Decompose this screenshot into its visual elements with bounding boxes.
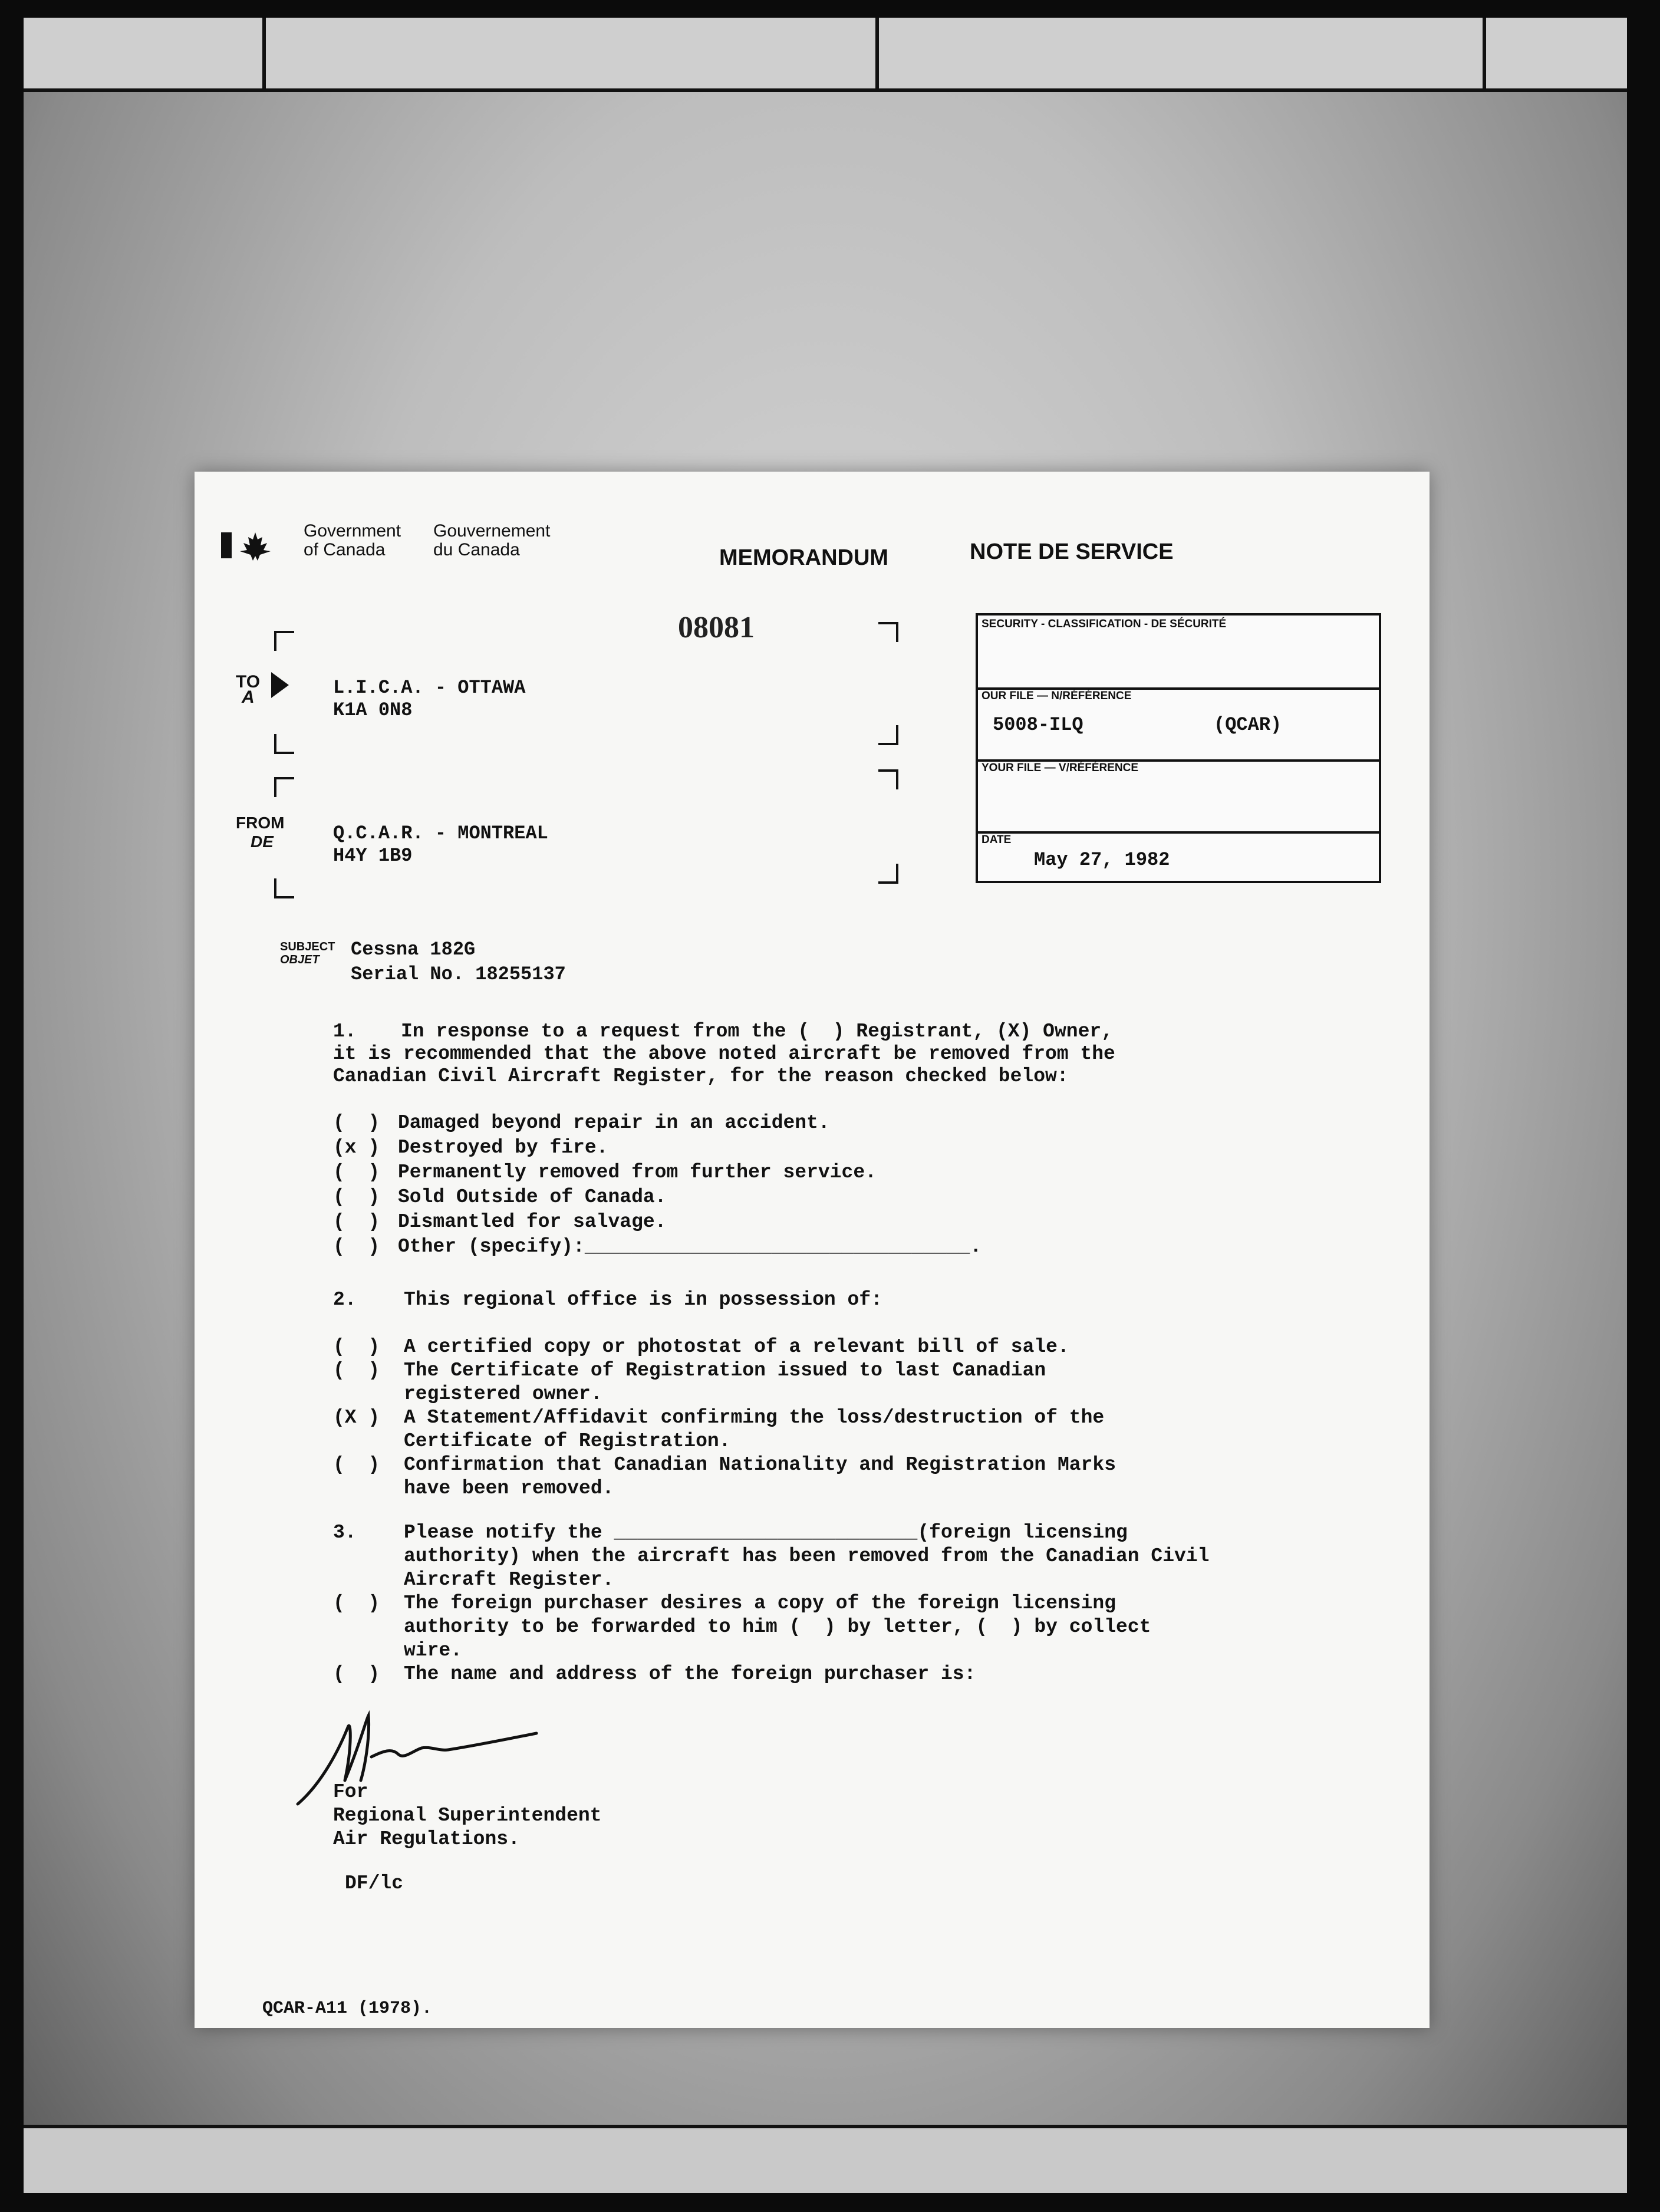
to-label-fr: A (242, 687, 255, 707)
possession-item (333, 1406, 1116, 1453)
stamp-number: 08081 (678, 611, 755, 644)
gov-en (304, 522, 401, 559)
option-checkbox: (x ) (333, 1137, 380, 1158)
option-row (333, 1161, 981, 1186)
bracket-corner (274, 878, 294, 898)
signoff-dept: Air Regulations. (333, 1828, 520, 1850)
scanned-photo (24, 18, 1627, 2193)
from-address-line2: H4Y 1B9 (333, 845, 413, 867)
option-checkbox: ( ) (333, 1186, 380, 1208)
from-address (333, 822, 548, 867)
subject-label-en: SUBJECT (280, 940, 335, 953)
purchaser-item (333, 1592, 1151, 1663)
section3-line2: authority) when the aircraft has been removed from the Canadian Civil (404, 1545, 1210, 1567)
from-label: FROM (236, 814, 285, 832)
note-title: NOTE DE SERVICE (970, 539, 1174, 564)
to-address-line1: L.I.C.A. - OTTAWA (333, 677, 526, 699)
item-checkbox: ( ) (333, 1336, 380, 1358)
your-file-label: YOUR FILE — V/RÉFÉRENCE (981, 762, 1139, 774)
file-info-box (976, 613, 1381, 883)
section2-items (333, 1335, 1116, 1500)
section3-number: 3. (333, 1522, 357, 1543)
option-row (333, 1210, 981, 1235)
film-strip-bottom (24, 2125, 1627, 2193)
option-text: Sold Outside of Canada. (398, 1186, 667, 1208)
option-row (333, 1186, 981, 1210)
from-label-fr: DE (251, 832, 274, 851)
item-line: A certified copy or photostat of a relevant bill of sale. (404, 1336, 1069, 1358)
item-line: have been removed. (404, 1477, 614, 1499)
bracket-corner (878, 864, 898, 884)
film-strip-top (24, 18, 1627, 92)
option-checkbox: ( ) (333, 1161, 380, 1183)
to-label: TO (236, 672, 261, 692)
option-text: Other (specify):_________________________________. (398, 1236, 982, 1258)
section3-line1: Please notify the __________________________(foreign licensing (404, 1522, 1128, 1543)
section1-line3: Canadian Civil Aircraft Register, for the reason checked below: (333, 1065, 1069, 1087)
section2-intro: This regional office is in possession of: (404, 1289, 882, 1311)
subject-label-fr: OBJET (280, 953, 320, 966)
our-file-row (978, 687, 1379, 762)
to-address (333, 677, 525, 722)
option-row (333, 1136, 981, 1161)
date-value: May 27, 1982 (1034, 849, 1170, 871)
typist-initials: DF/lc (345, 1872, 404, 1894)
section3-items (333, 1592, 1151, 1686)
memo-sheet (195, 472, 1430, 2028)
date-label: DATE (981, 834, 1012, 846)
option-checkbox: ( ) (333, 1211, 380, 1233)
bracket-corner (274, 777, 294, 797)
option-text: Permanently removed from further service. (398, 1161, 877, 1183)
strip-divider (262, 18, 266, 88)
section1-line1: In response to a request from the ( ) Registrant, (X) Owner, (401, 1021, 1113, 1042)
gov-fr-line2: du Canada (433, 540, 520, 559)
item-line: Certificate of Registration. (404, 1430, 731, 1452)
item-line: The Certificate of Registration issued to last Canadian (404, 1360, 1046, 1381)
option-checkbox: ( ) (333, 1112, 380, 1134)
subject-value (351, 937, 566, 987)
item-checkbox: ( ) (333, 1360, 380, 1381)
canada-flag-icon (221, 528, 277, 563)
item-line: authority to be forwarded to him ( ) by letter, ( ) by collect (404, 1616, 1151, 1638)
item-checkbox: ( ) (333, 1592, 380, 1614)
signoff-title: Regional Superintendent (333, 1805, 602, 1826)
your-file-row (978, 759, 1379, 834)
strip-divider (1483, 18, 1486, 88)
option-text: Destroyed by fire. (398, 1137, 608, 1158)
security-row (978, 615, 1379, 690)
signoff-for: For (333, 1781, 368, 1803)
form-code: QCAR-A11 (1978). (262, 1999, 433, 2019)
option-row (333, 1111, 981, 1136)
item-line: The name and address of the foreign purchaser is: (404, 1663, 976, 1685)
item-line: Confirmation that Canadian Nationality and Registration Marks (404, 1454, 1116, 1476)
our-file-value: 5008-ILQ (993, 714, 1083, 736)
gov-en-line2: of Canada (304, 540, 386, 559)
section2-number: 2. (333, 1289, 357, 1311)
bracket-corner (274, 734, 294, 754)
subject-line2: Serial No. 18255137 (351, 963, 566, 985)
to-address-line2: K1A 0N8 (333, 699, 413, 721)
item-line: registered owner. (404, 1383, 602, 1405)
bracket-corner (274, 631, 294, 651)
date-row (978, 831, 1379, 881)
from-address-line1: Q.C.A.R. - MONTREAL (333, 822, 548, 844)
possession-item (333, 1453, 1116, 1500)
section1-options (333, 1111, 981, 1260)
gov-fr-line1: Gouvernement (433, 521, 551, 541)
gov-en-line1: Government (304, 521, 401, 541)
section3-text (404, 1521, 1209, 1592)
strip-divider (875, 18, 879, 88)
bracket-corner (878, 622, 898, 642)
signoff (333, 1780, 601, 1851)
item-line: wire. (404, 1640, 463, 1661)
item-line: A Statement/Affidavit confirming the loss/destruction of the (404, 1407, 1105, 1428)
item-checkbox: ( ) (333, 1663, 380, 1685)
option-checkbox: ( ) (333, 1236, 380, 1258)
memo-title: MEMORANDUM (719, 545, 889, 570)
purchaser-item (333, 1663, 1151, 1686)
item-checkbox: ( ) (333, 1454, 380, 1476)
option-row (333, 1235, 981, 1260)
section3-line3: Aircraft Register. (404, 1569, 614, 1591)
our-file-label: OUR FILE — N/RÉFÉRENCE (981, 690, 1132, 702)
bracket-corner (878, 725, 898, 745)
option-text: Damaged beyond repair in an accident. (398, 1112, 830, 1134)
bracket-corner (878, 769, 898, 789)
option-text: Dismantled for salvage. (398, 1211, 667, 1233)
possession-item (333, 1359, 1116, 1406)
our-file-suffix: (QCAR) (1214, 714, 1282, 736)
subject-label (280, 940, 335, 966)
possession-item (333, 1335, 1116, 1359)
section1-line2: it is recommended that the above noted aircraft be removed from the (333, 1043, 1115, 1065)
item-line: The foreign purchaser desires a copy of the foreign licensing (404, 1592, 1116, 1614)
section1-number: 1. (333, 1021, 357, 1042)
item-checkbox: (X ) (333, 1407, 380, 1428)
arrow-right-icon (271, 672, 289, 698)
security-label: SECURITY - CLASSIFICATION - DE SÉCURITÉ (981, 618, 1227, 630)
subject-line1: Cessna 182G (351, 939, 476, 960)
gov-fr (433, 522, 550, 559)
